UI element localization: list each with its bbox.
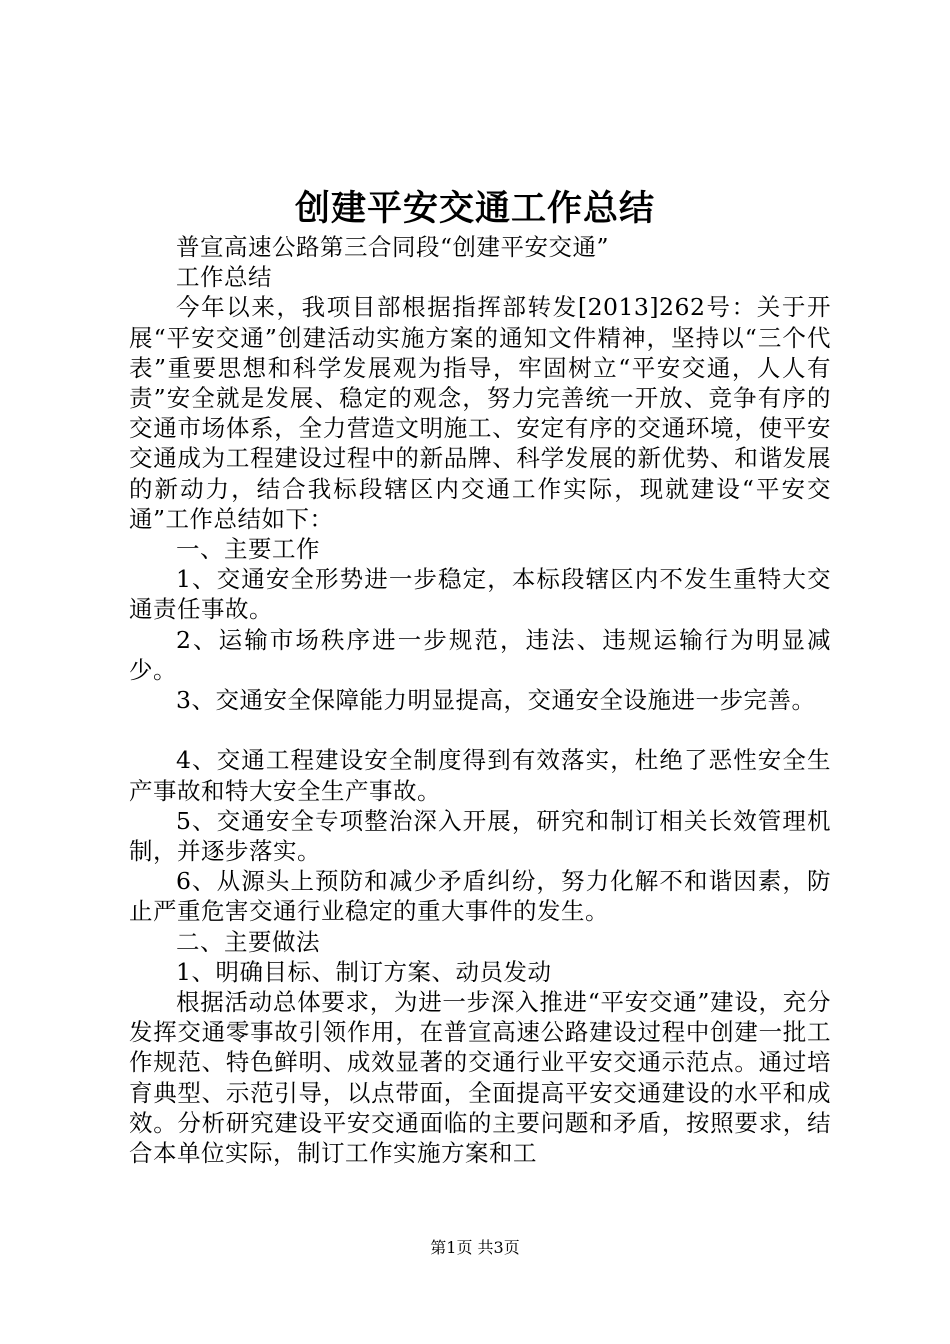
intro-paragraph: 今年以来，我项目部根据指挥部转发[2013]262号：关于开展“平安交通”创建活动实施方案的通知文件精神，坚持以“三个代表”重要思想和科学发展观为指导，牢固树立“平安交通，人人有责”安全就是发展、稳定的观念，努力完善统一开放、竞争有序的交通市场体系，全力营造文明施工、安定有序的交通环境，使平安交通成为工程建设过程中的新品牌、科学发展的新优势、和谐发展的新动力，结合我标段辖区内交通工作实际，现就建设“平安交通”工作总结如下： (129, 293, 831, 533)
page-number-footer: 第1页 共3页 (430, 1238, 520, 1257)
blank-line (129, 715, 831, 745)
list-item: 3、交通安全保障能力明显提高，交通安全设施进一步完善。 (176, 686, 816, 715)
document-body (129, 232, 831, 1168)
list-item: 6、从源头上预防和减少矛盾纠纷，努力化解不和谐因素，防止严重危害交通行业稳定的重大事件的发生。 (129, 867, 831, 926)
list-item: 4、交通工程建设安全制度得到有效落实，杜绝了恶性安全生产事故和特大安全生产事故。 (129, 746, 831, 805)
document-title: 创建平安交通工作总结 (294, 188, 655, 229)
body-paragraph: 根据活动总体要求，为进一步深入推进“平安交通”建设，充分发挥交通零事故引领作用，在普宣高速公路建设过程中创建一批工作规范、特色鲜明、成效显著的交通行业平安交通示范点。通过培育典型、示范引导，以点带面，全面提高平安交通建设的水平和成效。分析研究建设平安交通面临的主要问题和矛盾，按照要求，结合本单位实际，制订工作实施方案和工 (129, 988, 831, 1168)
section-heading-main-methods: 二、主要做法 (176, 927, 320, 956)
section-heading-main-work: 一、主要工作 (176, 535, 320, 564)
list-item: 1、交通安全形势进一步稳定，本标段辖区内不发生重特大交通责任事故。 (129, 565, 831, 624)
list-item: 2、运输市场秩序进一步规范，违法、违规运输行为明显减少。 (129, 625, 831, 684)
list-item: 5、交通安全专项整治深入开展，研究和制订相关长效管理机制，并逐步落实。 (129, 806, 831, 866)
subtitle-line-2: 工作总结 (176, 263, 272, 292)
subtitle-line-1: 普宣高速公路第三合同段“创建平安交通” (176, 233, 610, 261)
sub-heading: 1、明确目标、制订方案、动员发动 (176, 957, 552, 986)
